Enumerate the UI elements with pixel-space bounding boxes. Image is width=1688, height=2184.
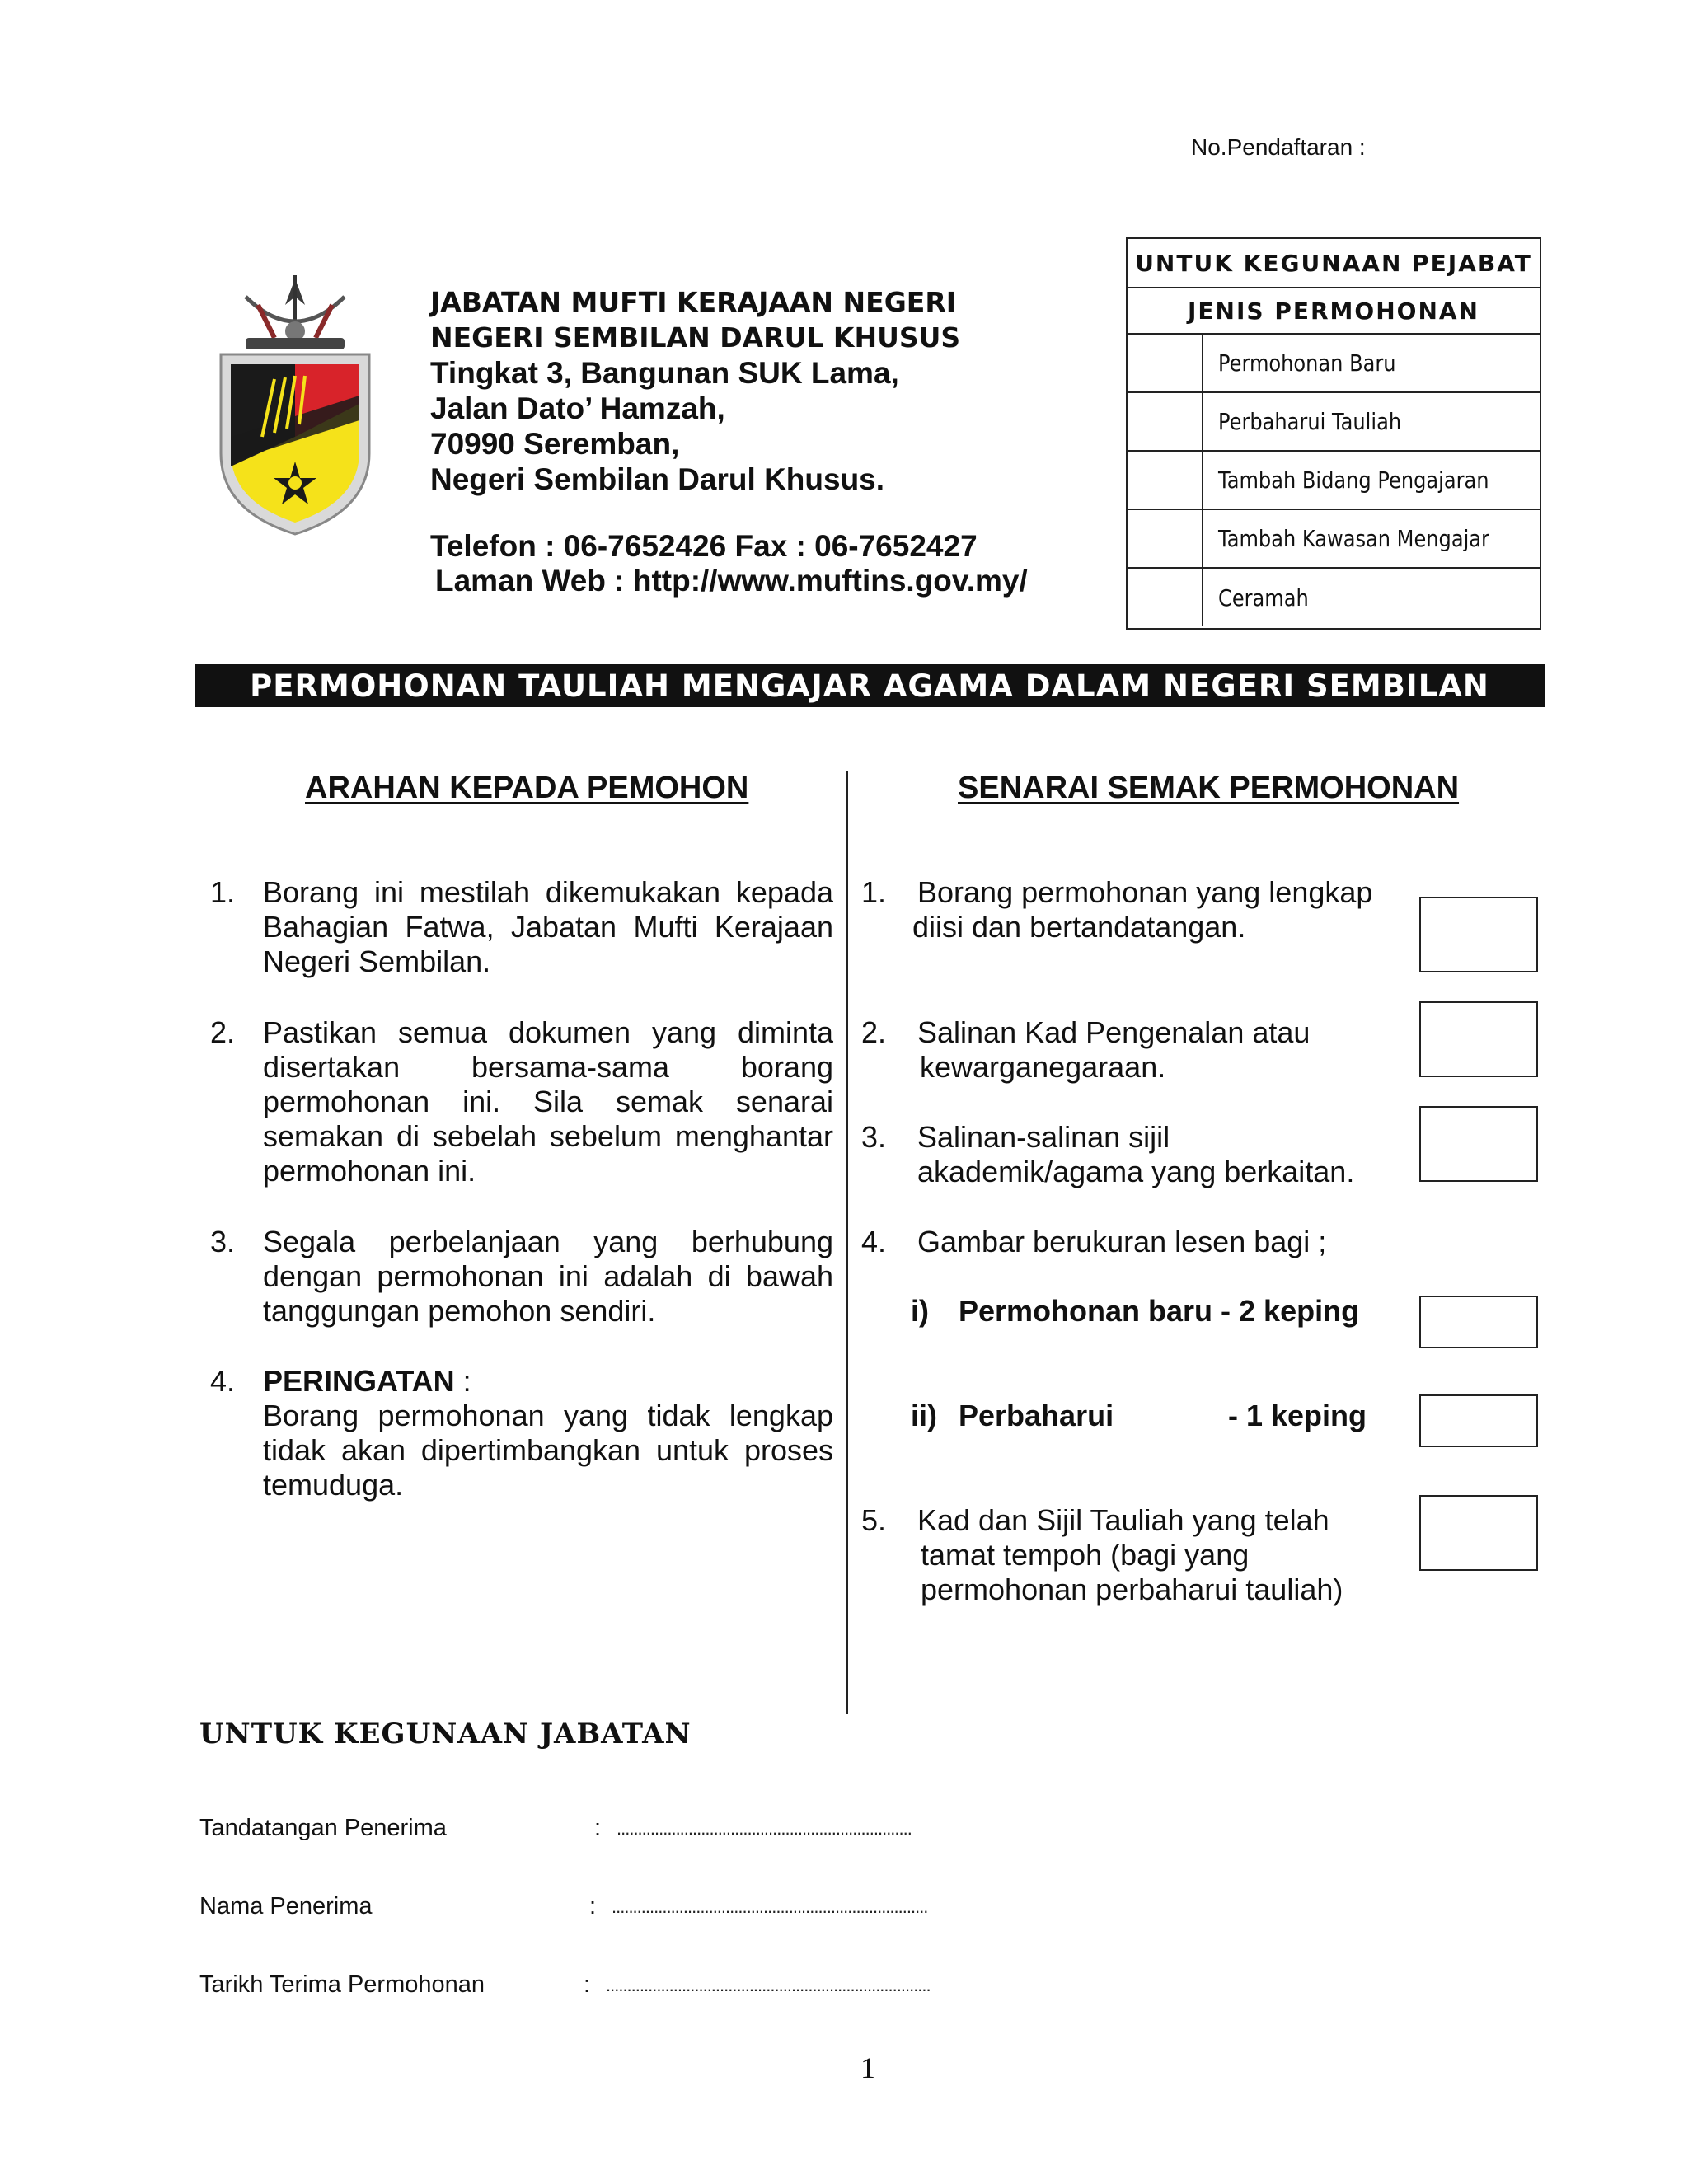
- checklist-text-line: tamat tempoh (bagi yang: [921, 1538, 1250, 1572]
- field-colon: :: [584, 1971, 591, 1998]
- instruction-number: 3.: [210, 1225, 236, 1258]
- instruction-number: 4.: [210, 1364, 236, 1398]
- department-name-line2: NEGERI SEMBILAN DARUL KHUSUS: [430, 321, 961, 354]
- checklist-item: [861, 1015, 1310, 1085]
- department-address: [430, 284, 960, 497]
- checklist-text-line: Kad dan Sijil Tauliah yang telah: [917, 1503, 1329, 1537]
- checklist-item: [861, 1503, 1343, 1607]
- checklist-checkbox[interactable]: [1419, 1106, 1538, 1182]
- checklist-text-line: Salinan Kad Pengenalan atau: [917, 1015, 1311, 1049]
- instruction-item-warning: [210, 1364, 833, 1502]
- checklist-checkbox[interactable]: [1419, 1001, 1538, 1077]
- instruction-text: Pastikan semua dokumen yang diminta disertakan bersama-sama borang permohonan ini. Sila semak senarai semakan di sebelah sebelum menghantar permohonan ini.: [263, 1015, 833, 1188]
- application-type-label: Ceramah: [1218, 583, 1309, 612]
- checklist-text-line: Borang permohonan yang lengkap: [917, 875, 1373, 909]
- column-divider: [846, 771, 848, 1714]
- instruction-text: Segala perbelanjaan yang berhubung dengan permohonan ini adalah di bawah tanggungan pemohon sendiri.: [263, 1225, 833, 1328]
- checklist-text-line: diisi dan bertandatangan.: [912, 910, 1246, 944]
- photo-option-label: Perbaharui: [959, 1399, 1114, 1432]
- checklist-item: [861, 1120, 1354, 1189]
- checklist-item: [861, 1225, 1326, 1259]
- photo-option-roman: ii): [911, 1399, 937, 1432]
- photo-option-roman: i): [911, 1294, 929, 1328]
- checklist-number: 3.: [861, 1120, 887, 1154]
- field-colon: :: [589, 1893, 597, 1919]
- application-type-checkbox[interactable]: [1128, 510, 1203, 567]
- checklist-checkbox[interactable]: [1419, 897, 1538, 972]
- recipient-name-label: Nama Penerima: [199, 1893, 373, 1919]
- recipient-name-field[interactable]: ...........................................................................: [612, 1896, 928, 1917]
- checklist-item: [861, 875, 1372, 944]
- application-type-label: Perbaharui Tauliah: [1218, 408, 1402, 435]
- instruction-item: [210, 875, 833, 979]
- address-line2: Jalan Dato’ Hamzah,: [430, 391, 725, 425]
- registration-number-label: No.Pendaftaran :: [1191, 134, 1366, 160]
- application-type-checkbox[interactable]: [1128, 569, 1203, 626]
- instruction-item: [210, 1225, 833, 1329]
- instruction-text: Borang ini mestilah dikemukakan kepada Bahagian Fatwa, Jabatan Mufti Kerajaan Negeri Sembilan.: [263, 875, 833, 978]
- office-use-title: UNTUK KEGUNAAN PEJABAT: [1128, 239, 1540, 288]
- instruction-number: 2.: [210, 1015, 236, 1049]
- application-type-row: [1128, 393, 1540, 452]
- application-type-label: Tambah Bidang Pengajaran: [1218, 466, 1489, 494]
- application-type-checkbox[interactable]: [1128, 452, 1203, 509]
- checklist-number: 2.: [861, 1015, 887, 1049]
- contact-info: [430, 529, 1028, 598]
- instructions-heading: ARAHAN KEPADA PEMOHON: [305, 771, 749, 805]
- coat-of-arms-icon: [213, 272, 377, 536]
- application-type-label: Permohonan Baru: [1218, 349, 1396, 377]
- page-number: 1: [860, 2051, 875, 2084]
- checklist-text-line: permohonan perbaharui tauliah): [921, 1572, 1343, 1606]
- application-type-checkbox[interactable]: [1128, 335, 1203, 391]
- application-type-row: [1128, 452, 1540, 510]
- address-line4: Negeri Sembilan Darul Khusus.: [430, 462, 885, 496]
- department-name-line1: JABATAN MUFTI KERAJAAN NEGERI: [430, 286, 957, 318]
- address-line3: 70990 Seremban,: [430, 427, 680, 461]
- checklist-number: 5.: [861, 1503, 887, 1537]
- warning-label: PERINGATAN: [263, 1364, 455, 1398]
- form-title-banner: PERMOHONAN TAULIAH MENGAJAR AGAMA DALAM NEGERI SEMBILAN: [195, 664, 1545, 707]
- application-type-row: [1128, 335, 1540, 393]
- instruction-item: [210, 1015, 833, 1188]
- field-colon: :: [594, 1815, 602, 1841]
- website-link[interactable]: Laman Web : http://www.muftins.gov.my/: [435, 564, 1028, 598]
- photo-option-new: [911, 1294, 1359, 1329]
- received-date-label: Tarikh Terima Permohonan: [199, 1971, 485, 1998]
- office-use-table: [1126, 237, 1541, 630]
- checklist-text-line: akademik/agama yang berkaitan.: [917, 1155, 1355, 1188]
- photo-option-quantity: - 1 keping: [1228, 1399, 1367, 1432]
- checklist-text-line: Gambar berukuran lesen bagi ;: [917, 1225, 1327, 1258]
- checklist-text-line: Salinan-salinan sijil: [917, 1120, 1170, 1154]
- instruction-number: 1.: [210, 875, 236, 909]
- application-type-row: [1128, 510, 1540, 569]
- checklist-checkbox[interactable]: [1419, 1394, 1538, 1447]
- warning-label-suffix: :: [454, 1364, 471, 1398]
- received-date-field[interactable]: .............................................................................: [606, 1975, 931, 1995]
- checklist-checkbox[interactable]: [1419, 1495, 1538, 1571]
- photo-option-label: Permohonan baru - 2 keping: [959, 1294, 1360, 1328]
- checklist-number: 4.: [861, 1225, 887, 1258]
- recipient-signature-label: Tandatangan Penerima: [199, 1815, 447, 1841]
- instruction-text: Borang permohonan yang tidak lengkap tidak akan dipertimbangkan untuk proses temuduga.: [263, 1399, 833, 1502]
- coat-of-arms-logo: [213, 272, 377, 536]
- application-type-row: [1128, 569, 1540, 626]
- checklist-text-line: kewarganegaraan.: [920, 1050, 1166, 1084]
- application-type-label: Tambah Kawasan Mengajar: [1218, 525, 1489, 552]
- application-type-checkbox[interactable]: [1128, 393, 1203, 450]
- phone-fax: Telefon : 06-7652426 Fax : 06-7652427: [430, 529, 978, 563]
- photo-option-renew: [911, 1399, 1114, 1433]
- application-type-heading: JENIS PERMOHONAN: [1128, 288, 1540, 335]
- checklist-number: 1.: [861, 875, 887, 909]
- recipient-signature-field[interactable]: ......................................................................: [617, 1818, 912, 1839]
- department-use-heading: UNTUK KEGUNAAN JABATAN: [199, 1718, 692, 1750]
- checklist-heading: SENARAI SEMAK PERMOHONAN: [958, 771, 1460, 805]
- address-line1: Tingkat 3, Bangunan SUK Lama,: [430, 356, 899, 390]
- checklist-checkbox[interactable]: [1419, 1296, 1538, 1348]
